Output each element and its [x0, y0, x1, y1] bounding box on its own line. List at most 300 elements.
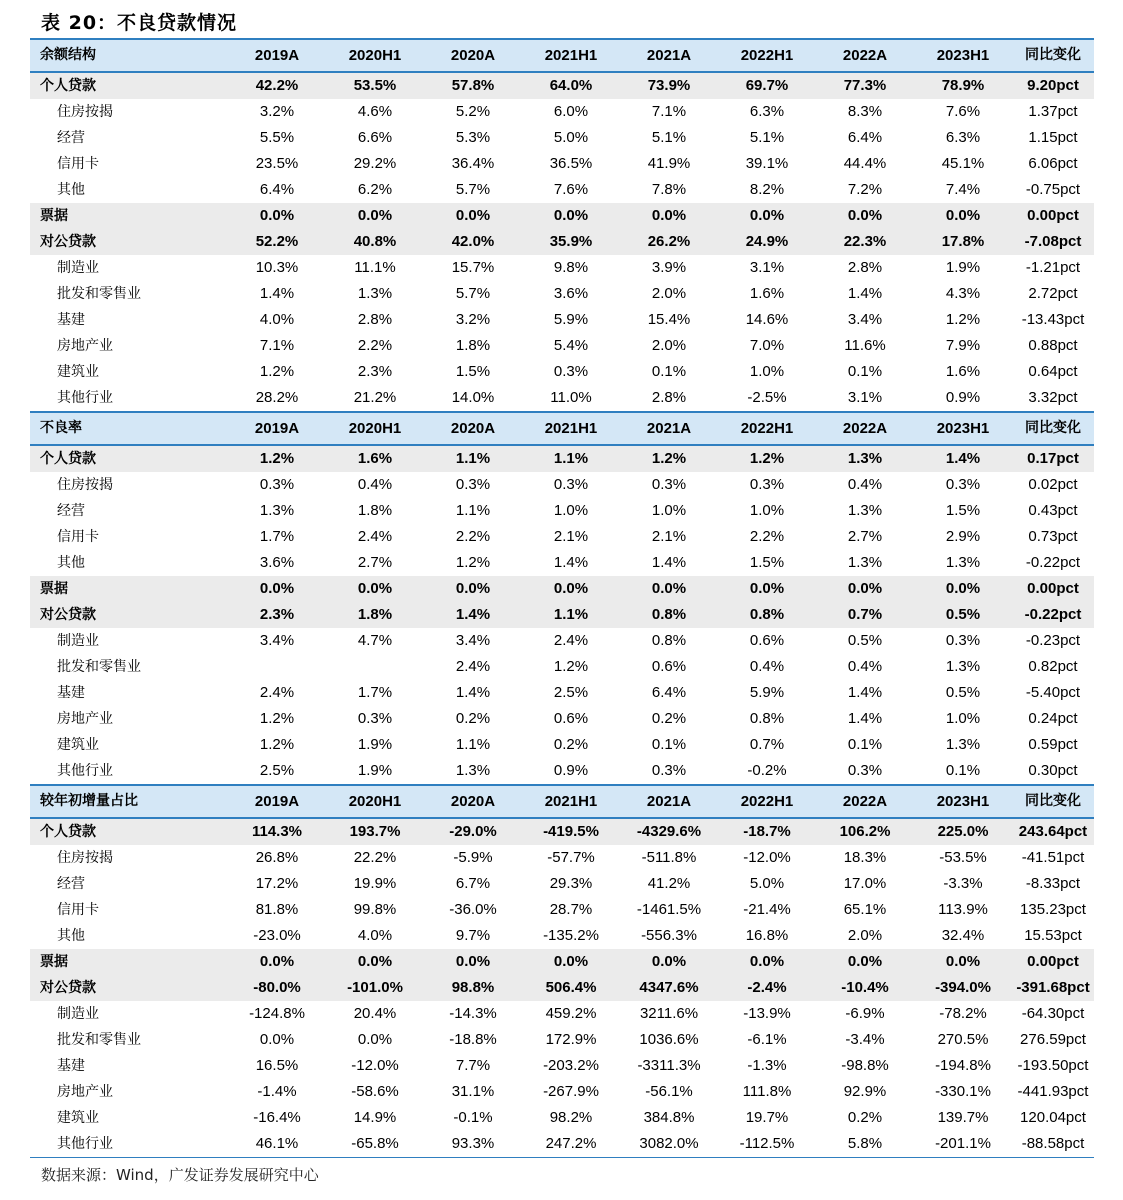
table-row — [30, 498, 1094, 524]
table-cell: 0.4% — [357, 476, 393, 493]
table-cell: 5.0% — [749, 875, 785, 892]
column-header: 2020H1 — [326, 39, 424, 72]
table-row — [30, 151, 1094, 177]
column-header: 2023H1 — [914, 412, 1012, 445]
row-label: 对公贷款 — [30, 975, 228, 1001]
table-cell: 3.6% — [553, 285, 589, 302]
table-cell: 1.1% — [522, 602, 620, 628]
table-row — [30, 949, 1094, 975]
table-cell: 6.3% — [749, 103, 785, 120]
table-cell: 1.3% — [259, 502, 295, 519]
table-cell: 6.3% — [945, 129, 981, 146]
table-cell: 4347.6% — [620, 975, 718, 1001]
table-cell: 3.32pct — [1028, 389, 1078, 406]
table-row — [30, 177, 1094, 203]
table-cell: 4.6% — [357, 103, 393, 120]
table-cell: 78.9% — [914, 72, 1012, 99]
table-cell: 2.0% — [651, 337, 687, 354]
table-cell: 0.0% — [816, 949, 914, 975]
table-cell: 0.0% — [424, 576, 522, 602]
row-label: 住房按揭 — [57, 850, 113, 866]
table-cell: 384.8% — [643, 1109, 695, 1126]
table-cell: 4.0% — [357, 927, 393, 944]
table-cell: 5.0% — [553, 129, 589, 146]
section-header-row — [30, 39, 1094, 72]
table-cell: 1036.6% — [639, 1031, 699, 1048]
table-cell: 1.6% — [945, 363, 981, 380]
table-cell: 0.0% — [914, 576, 1012, 602]
table-cell: 53.5% — [326, 72, 424, 99]
table-row — [30, 281, 1094, 307]
table-cell: 28.7% — [549, 901, 593, 918]
column-header: 2020A — [424, 785, 522, 818]
table-cell: 2.4% — [553, 632, 589, 649]
table-cell: 0.0% — [228, 576, 326, 602]
table-cell — [326, 654, 424, 680]
table-cell: 11.0% — [550, 389, 592, 406]
row-label: 信用卡 — [57, 156, 99, 172]
table-row — [30, 333, 1094, 359]
table-cell: 2.1% — [651, 528, 687, 545]
table-cell: 5.1% — [651, 129, 687, 146]
table-cell: 0.5% — [914, 602, 1012, 628]
table-cell: -7.08pct — [1012, 229, 1094, 255]
table-row — [30, 1105, 1094, 1131]
section-header-row — [30, 412, 1094, 445]
table-cell: 8.2% — [749, 181, 785, 198]
table-cell: 19.7% — [745, 1109, 789, 1126]
table-cell: 1.5% — [945, 502, 981, 519]
table-cell: -441.93pct — [1017, 1083, 1089, 1100]
table-cell: 0.1% — [847, 736, 883, 753]
table-cell: 0.0% — [522, 203, 620, 229]
table-cell: 1.2% — [259, 363, 295, 380]
table-cell: 1.4% — [651, 554, 687, 571]
table-cell: 0.7% — [816, 602, 914, 628]
table-cell: 14.0% — [451, 389, 495, 406]
table-cell: 42.0% — [424, 229, 522, 255]
table-cell: 0.0% — [718, 576, 816, 602]
table-cell: 0.0% — [718, 203, 816, 229]
table-cell: 7.7% — [455, 1057, 491, 1074]
table-cell: -419.5% — [522, 818, 620, 845]
table-cell: 0.2% — [847, 1109, 883, 1126]
table-cell: 1.6% — [749, 285, 785, 302]
table-cell: 40.8% — [326, 229, 424, 255]
table-cell: 270.5% — [937, 1031, 989, 1048]
table-cell: 2.8% — [357, 311, 393, 328]
table-cell: 0.2% — [553, 736, 589, 753]
table-cell: 2.72pct — [1028, 285, 1078, 302]
table-cell: 15.4% — [647, 311, 691, 328]
column-header: 2020A — [424, 412, 522, 445]
table-cell: 9.8% — [553, 259, 589, 276]
column-header: 2022H1 — [718, 785, 816, 818]
table-cell: -1.4% — [257, 1083, 297, 1100]
table-cell: 1.3% — [455, 762, 491, 779]
row-label: 票据 — [30, 949, 228, 975]
table-cell: 0.9% — [553, 762, 589, 779]
table-cell: 247.2% — [545, 1135, 597, 1152]
table-cell: -3.4% — [845, 1031, 885, 1048]
table-cell: 1.4% — [553, 554, 589, 571]
table-cell: 5.7% — [455, 181, 491, 198]
table-cell: 276.59pct — [1020, 1031, 1086, 1048]
table-cell: 5.2% — [455, 103, 491, 120]
table-cell: 1.4% — [259, 285, 295, 302]
section-header-label: 不良率 — [30, 412, 228, 445]
table-cell: -193.50pct — [1017, 1057, 1089, 1074]
table-row — [30, 1053, 1094, 1079]
table-cell: 0.0% — [228, 203, 326, 229]
table-cell: -2.4% — [718, 975, 816, 1001]
table-cell: -0.23pct — [1025, 632, 1081, 649]
table-cell: 57.8% — [424, 72, 522, 99]
table-cell: 135.23pct — [1020, 901, 1086, 918]
table-cell: 106.2% — [816, 818, 914, 845]
table-cell: -135.2% — [543, 927, 599, 944]
table-cell: 0.0% — [357, 1031, 393, 1048]
table-cell: 0.5% — [847, 632, 883, 649]
table-cell: 18.3% — [843, 849, 887, 866]
table-cell: 26.2% — [620, 229, 718, 255]
table-cell: 139.7% — [937, 1109, 989, 1126]
table-cell: 1.2% — [718, 445, 816, 472]
table-cell: 1.5% — [455, 363, 491, 380]
table-cell: 0.6% — [651, 658, 687, 675]
table-cell: 0.3% — [749, 476, 785, 493]
table-cell: 5.9% — [553, 311, 589, 328]
table-cell: 0.8% — [749, 710, 785, 727]
table-row — [30, 680, 1094, 706]
table-cell: 64.0% — [522, 72, 620, 99]
table-cell: -53.5% — [939, 849, 987, 866]
table-cell: 2.1% — [553, 528, 589, 545]
table-cell: 6.06pct — [1028, 155, 1078, 172]
row-label: 基建 — [57, 685, 85, 701]
column-header: 2021H1 — [522, 412, 620, 445]
table-cell: 6.6% — [357, 129, 393, 146]
table-cell: -65.8% — [351, 1135, 399, 1152]
table-cell: 35.9% — [522, 229, 620, 255]
table-row — [30, 550, 1094, 576]
table-cell: 0.64pct — [1028, 363, 1078, 380]
table-cell: 1.3% — [945, 554, 981, 571]
table-cell: -10.4% — [816, 975, 914, 1001]
table-cell: -8.33pct — [1025, 875, 1081, 892]
table-cell: -3.3% — [943, 875, 983, 892]
table-cell: 10.3% — [255, 259, 299, 276]
table-cell: 2.4% — [357, 528, 393, 545]
table-cell: 193.7% — [326, 818, 424, 845]
table-cell: 225.0% — [914, 818, 1012, 845]
table-cell: 14.6% — [745, 311, 789, 328]
column-header: 2021H1 — [522, 785, 620, 818]
table-row — [30, 654, 1094, 680]
row-label: 个人贷款 — [30, 818, 228, 845]
table-cell: 7.6% — [553, 181, 589, 198]
table-cell: -18.7% — [718, 818, 816, 845]
table-cell: -5.9% — [453, 849, 493, 866]
row-label: 建筑业 — [57, 364, 99, 380]
source-note: 数据来源：Wind，广发证券发展研究中心 — [41, 1166, 319, 1184]
table-cell: 2.2% — [357, 337, 393, 354]
section-header-label: 余额结构 — [30, 39, 228, 72]
table-cell: 2.4% — [259, 684, 295, 701]
table-title: 表 20：不良贷款情况 — [41, 12, 238, 34]
table-cell: 4.7% — [357, 632, 393, 649]
column-header: 同比变化 — [1012, 785, 1094, 818]
table-cell: 120.04pct — [1020, 1109, 1086, 1126]
column-header: 2021A — [620, 785, 718, 818]
table-row — [30, 1027, 1094, 1053]
table-cell: 1.9% — [945, 259, 981, 276]
table-cell: 17.2% — [255, 875, 299, 892]
table-cell: 29.2% — [353, 155, 397, 172]
row-label: 房地产业 — [57, 338, 113, 354]
section-header-row — [30, 785, 1094, 818]
row-label: 票据 — [30, 576, 228, 602]
row-label: 信用卡 — [57, 529, 99, 545]
table-cell: 0.3% — [847, 762, 883, 779]
table-cell: 0.82pct — [1028, 658, 1078, 675]
table-cell: 0.0% — [228, 949, 326, 975]
table-cell: 2.7% — [357, 554, 393, 571]
table-cell: 17.8% — [914, 229, 1012, 255]
table-cell: 5.8% — [847, 1135, 883, 1152]
table-cell: 3.2% — [259, 103, 295, 120]
column-header: 2022H1 — [718, 412, 816, 445]
table-cell: 26.8% — [255, 849, 299, 866]
table-cell: 0.59pct — [1028, 736, 1078, 753]
table-cell: 0.4% — [847, 476, 883, 493]
table-cell: 14.9% — [353, 1109, 397, 1126]
row-label: 住房按揭 — [57, 104, 113, 120]
column-header: 2022A — [816, 39, 914, 72]
table-cell: 2.7% — [847, 528, 883, 545]
table-cell: 1.2% — [228, 445, 326, 472]
table-cell: 1.4% — [424, 602, 522, 628]
table-cell: 0.0% — [326, 203, 424, 229]
table-cell: 0.17pct — [1012, 445, 1094, 472]
column-header: 同比变化 — [1012, 412, 1094, 445]
table-cell: 1.3% — [816, 445, 914, 472]
row-label: 房地产业 — [57, 711, 113, 727]
table-cell: 3.4% — [259, 632, 295, 649]
table-cell: 1.0% — [749, 363, 785, 380]
table-cell: 41.2% — [647, 875, 691, 892]
table-cell: 1.4% — [847, 285, 883, 302]
table-cell: 8.3% — [847, 103, 883, 120]
table-cell: -6.9% — [845, 1005, 885, 1022]
table-row — [30, 923, 1094, 949]
table-cell: -1.3% — [747, 1057, 787, 1074]
table-row — [30, 758, 1094, 785]
row-label: 其他 — [57, 182, 85, 198]
row-label: 其他 — [57, 555, 85, 571]
table-row — [30, 706, 1094, 732]
table-cell: 93.3% — [451, 1135, 495, 1152]
table-cell: 45.1% — [941, 155, 985, 172]
table-cell: -29.0% — [424, 818, 522, 845]
table-row — [30, 472, 1094, 498]
table-cell: 3.4% — [455, 632, 491, 649]
table-row — [30, 628, 1094, 654]
table-cell: 2.4% — [455, 658, 491, 675]
table-cell: 0.0% — [816, 203, 914, 229]
table-cell: 3.9% — [651, 259, 687, 276]
table-cell: 0.88pct — [1028, 337, 1078, 354]
table-cell: -4329.6% — [620, 818, 718, 845]
table-cell: 0.0% — [522, 949, 620, 975]
table-cell: 77.3% — [816, 72, 914, 99]
table-cell: 1.0% — [553, 502, 589, 519]
table-cell: 2.0% — [847, 927, 883, 944]
table-cell: 0.30pct — [1028, 762, 1078, 779]
table-cell: -3311.3% — [637, 1057, 701, 1074]
table-row — [30, 845, 1094, 871]
table-cell: 0.9% — [945, 389, 981, 406]
column-header: 2019A — [228, 412, 326, 445]
table-cell: 17.0% — [843, 875, 887, 892]
table-cell: 1.6% — [326, 445, 424, 472]
table-cell: 1.8% — [326, 602, 424, 628]
table-cell: 0.00pct — [1012, 203, 1094, 229]
table-cell: 5.9% — [749, 684, 785, 701]
table-cell: -13.9% — [743, 1005, 791, 1022]
table-cell: 31.1% — [451, 1083, 495, 1100]
row-label: 制造业 — [57, 1006, 99, 1022]
row-label: 个人贷款 — [30, 72, 228, 99]
table-cell: 46.1% — [255, 1135, 299, 1152]
table-cell: 6.7% — [455, 875, 491, 892]
table-cell: -23.0% — [253, 927, 301, 944]
table-cell: 0.7% — [749, 736, 785, 753]
table-cell: -267.9% — [543, 1083, 599, 1100]
row-label: 制造业 — [57, 633, 99, 649]
table-row — [30, 975, 1094, 1001]
table-cell: 6.4% — [847, 129, 883, 146]
table-cell: 2.0% — [651, 285, 687, 302]
table-cell: 2.2% — [455, 528, 491, 545]
row-label: 基建 — [57, 1058, 85, 1074]
column-header: 2021A — [620, 39, 718, 72]
row-label: 对公贷款 — [30, 602, 228, 628]
table-cell: 0.24pct — [1028, 710, 1078, 727]
table-cell: 1.1% — [455, 502, 491, 519]
table-cell: 7.8% — [651, 181, 687, 198]
table-body — [30, 39, 1094, 1157]
table-cell: 0.8% — [620, 602, 718, 628]
table-cell: 0.0% — [816, 576, 914, 602]
table-cell: -1.21pct — [1025, 259, 1081, 276]
table-cell: 1.2% — [553, 658, 589, 675]
table-cell: -6.1% — [747, 1031, 787, 1048]
table-cell: 20.4% — [353, 1005, 397, 1022]
table-cell: 6.0% — [553, 103, 589, 120]
table-cell: 1.0% — [749, 502, 785, 519]
table-cell: 0.0% — [620, 203, 718, 229]
table-cell: 6.2% — [357, 181, 393, 198]
table-cell: 1.2% — [259, 710, 295, 727]
row-label: 其他行业 — [57, 1136, 113, 1152]
table-cell: 1.37pct — [1028, 103, 1078, 120]
table-cell: -41.51pct — [1021, 849, 1085, 866]
table-cell: 44.4% — [843, 155, 887, 172]
table-cell: 0.3% — [259, 476, 295, 493]
table-row — [30, 445, 1094, 472]
table-cell: 0.1% — [651, 736, 687, 753]
table-cell: 0.0% — [914, 949, 1012, 975]
table-cell: 3.1% — [847, 389, 883, 406]
table-cell: -58.6% — [351, 1083, 399, 1100]
table-cell: 4.0% — [259, 311, 295, 328]
table-cell: -36.0% — [449, 901, 497, 918]
table-cell: 0.3% — [553, 363, 589, 380]
table-cell: 39.1% — [745, 155, 789, 172]
column-header: 2020H1 — [326, 785, 424, 818]
table-cell: 9.7% — [455, 927, 491, 944]
table-cell: 24.9% — [718, 229, 816, 255]
table-row — [30, 576, 1094, 602]
table-cell: -21.4% — [743, 901, 791, 918]
row-label: 其他行业 — [57, 390, 113, 406]
table-cell: 3082.0% — [639, 1135, 699, 1152]
table-cell: 0.0% — [914, 203, 1012, 229]
table-cell: 111.8% — [742, 1083, 792, 1100]
table-cell: -194.8% — [935, 1057, 991, 1074]
row-label: 经营 — [57, 503, 85, 519]
table-cell: 0.6% — [749, 632, 785, 649]
column-header: 2021A — [620, 412, 718, 445]
table-cell: 65.1% — [843, 901, 887, 918]
row-label: 个人贷款 — [30, 445, 228, 472]
table-cell: 0.3% — [455, 476, 491, 493]
table-cell: 1.1% — [424, 445, 522, 472]
table-cell: 0.1% — [945, 762, 981, 779]
table-cell: 15.53pct — [1024, 927, 1082, 944]
table-cell: 92.9% — [843, 1083, 887, 1100]
table-cell: 1.5% — [749, 554, 785, 571]
table-cell: 2.8% — [651, 389, 687, 406]
table-cell: 19.9% — [353, 875, 397, 892]
table-cell: 6.4% — [651, 684, 687, 701]
table-cell: 22.3% — [816, 229, 914, 255]
table-cell: 16.8% — [745, 927, 789, 944]
table-cell: 3.4% — [847, 311, 883, 328]
table-cell: 1.3% — [847, 502, 883, 519]
row-label: 批发和零售业 — [57, 659, 141, 675]
table-cell: -18.8% — [449, 1031, 497, 1048]
table-cell: 42.2% — [228, 72, 326, 99]
column-header: 2021H1 — [522, 39, 620, 72]
table-cell: 3.1% — [749, 259, 785, 276]
table-cell: 0.0% — [424, 203, 522, 229]
table-cell: -556.3% — [641, 927, 697, 944]
table-cell: 3.2% — [455, 311, 491, 328]
table-cell: 1.1% — [522, 445, 620, 472]
table-cell: 1.1% — [455, 736, 491, 753]
table-cell: -0.75pct — [1025, 181, 1081, 198]
table-cell: -124.8% — [249, 1005, 305, 1022]
table-cell: 1.3% — [945, 658, 981, 675]
table-cell: -330.1% — [935, 1083, 991, 1100]
row-label: 其他行业 — [57, 763, 113, 779]
column-header: 2022A — [816, 785, 914, 818]
table-cell: -2.5% — [747, 389, 787, 406]
table-row — [30, 125, 1094, 151]
table-cell: 0.02pct — [1028, 476, 1078, 493]
